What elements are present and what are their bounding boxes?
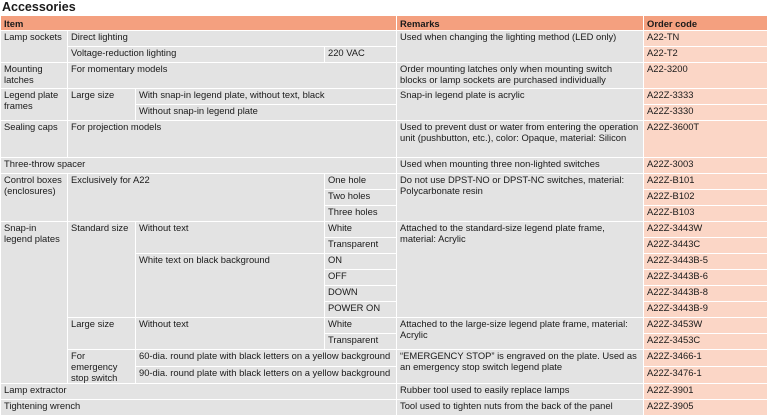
- table-row: [1, 318, 767, 334]
- item-size: Large size: [68, 318, 136, 350]
- table-row: [1, 222, 767, 238]
- item-label: Legend plate frames: [1, 89, 68, 121]
- order-code: A22-TN: [644, 31, 767, 47]
- item-label: Control boxes (enclosures): [1, 174, 68, 222]
- remark: Do not use DPST-NO or DPST-NC switches, material: Polycarbonate resin: [397, 174, 644, 222]
- order-code: A22Z-3443B-8: [644, 286, 767, 302]
- item-desc: Direct lighting: [68, 31, 397, 47]
- remark: Used to prevent dust or water from entering the operation unit (pushbutton, etc.), color: Opaque, material: Silicon: [397, 121, 644, 158]
- order-code: A22Z-B103: [644, 206, 767, 222]
- order-code: A22-3200: [644, 63, 767, 89]
- item-desc: Exclusively for A22: [68, 174, 325, 222]
- order-code: A22Z-3476-1: [644, 367, 767, 384]
- order-code: A22Z-3453C: [644, 334, 767, 350]
- item-size: Standard size: [68, 222, 136, 318]
- remark: Rubber tool used to easily replace lamps: [397, 384, 644, 400]
- item-desc: For momentary models: [68, 63, 397, 89]
- page-title: Accessories: [0, 0, 767, 15]
- item-size: For emergency stop switch: [68, 350, 136, 384]
- order-code: A22Z-3600T: [644, 121, 767, 158]
- item-spec: POWER ON: [325, 302, 397, 318]
- item-spec: White: [325, 318, 397, 334]
- order-code: A22-T2: [644, 47, 767, 63]
- item-size: Large size: [68, 89, 136, 121]
- order-code: A22Z-B101: [644, 174, 767, 190]
- remark: Order mounting latches only when mounting switch blocks or lamp sockets are purchased individually: [397, 63, 644, 89]
- item-desc: For projection models: [68, 121, 397, 158]
- item-label: Lamp extractor: [1, 384, 397, 400]
- item-spec: OFF: [325, 270, 397, 286]
- accessories-table: [0, 15, 767, 416]
- item-spec: Transparent: [325, 334, 397, 350]
- item-spec: Transparent: [325, 238, 397, 254]
- table-row: [1, 31, 767, 47]
- order-code: A22Z-3443W: [644, 222, 767, 238]
- table-row: [1, 350, 767, 367]
- table-row: [1, 63, 767, 89]
- order-code: A22Z-3901: [644, 384, 767, 400]
- item-desc: 90-dia. round plate with black letters on a yellow background: [136, 367, 397, 384]
- item-spec: ON: [325, 254, 397, 270]
- header-item: Item: [1, 16, 397, 31]
- remark: Attached to the standard-size legend plate frame, material: Acrylic: [397, 222, 644, 318]
- item-label: Tightening wrench: [1, 400, 397, 416]
- table-header-row: [1, 16, 767, 31]
- item-spec: Two holes: [325, 190, 397, 206]
- item-desc: Without text: [136, 222, 325, 254]
- table-row: [1, 121, 767, 158]
- item-label: Lamp sockets: [1, 31, 68, 63]
- item-spec: Three holes: [325, 206, 397, 222]
- table-row: [1, 400, 767, 416]
- item-label: Snap-in legend plates: [1, 222, 68, 384]
- table-row: [1, 47, 767, 63]
- remark: Snap-in legend plate is acrylic: [397, 89, 644, 121]
- table-row: [1, 158, 767, 174]
- order-code: A22Z-3003: [644, 158, 767, 174]
- order-code: A22Z-3905: [644, 400, 767, 416]
- remark: Used when mounting three non-lighted switches: [397, 158, 644, 174]
- order-code: A22Z-3330: [644, 105, 767, 121]
- order-code: A22Z-3453W: [644, 318, 767, 334]
- item-desc: Voltage-reduction lighting: [68, 47, 325, 63]
- item-spec: DOWN: [325, 286, 397, 302]
- remark: “EMERGENCY STOP” is engraved on the plate. Used as an emergency stop switch legend plate: [397, 350, 644, 384]
- item-spec: One hole: [325, 174, 397, 190]
- item-spec: 220 VAC: [325, 47, 397, 63]
- item-label: Sealing caps: [1, 121, 68, 158]
- table-row: [1, 384, 767, 400]
- remark: Attached to the large-size legend plate frame, material: Acrylic: [397, 318, 644, 350]
- remark: Tool used to tighten nuts from the back of the panel: [397, 400, 644, 416]
- item-desc: Without snap-in legend plate: [136, 105, 397, 121]
- order-code: A22Z-3443B-5: [644, 254, 767, 270]
- item-desc: Without text: [136, 318, 325, 350]
- order-code: A22Z-3443B-6: [644, 270, 767, 286]
- order-code: A22Z-3466-1: [644, 350, 767, 367]
- order-code: A22Z-3443B-9: [644, 302, 767, 318]
- header-order-code: Order code: [644, 16, 767, 31]
- order-code: A22Z-3443C: [644, 238, 767, 254]
- item-spec: White: [325, 222, 397, 238]
- table-row: [1, 174, 767, 190]
- header-remarks: Remarks: [397, 16, 644, 31]
- table-row: [1, 89, 767, 105]
- item-desc: 60-dia. round plate with black letters on a yellow background: [136, 350, 397, 367]
- item-desc: With snap-in legend plate, without text, black: [136, 89, 397, 105]
- item-label: Three-throw spacer: [1, 158, 397, 174]
- order-code: A22Z-3333: [644, 89, 767, 105]
- item-desc: White text on black background: [136, 254, 325, 318]
- item-label: Mounting latches: [1, 63, 68, 89]
- order-code: A22Z-B102: [644, 190, 767, 206]
- remark: Used when changing the lighting method (LED only): [397, 31, 644, 63]
